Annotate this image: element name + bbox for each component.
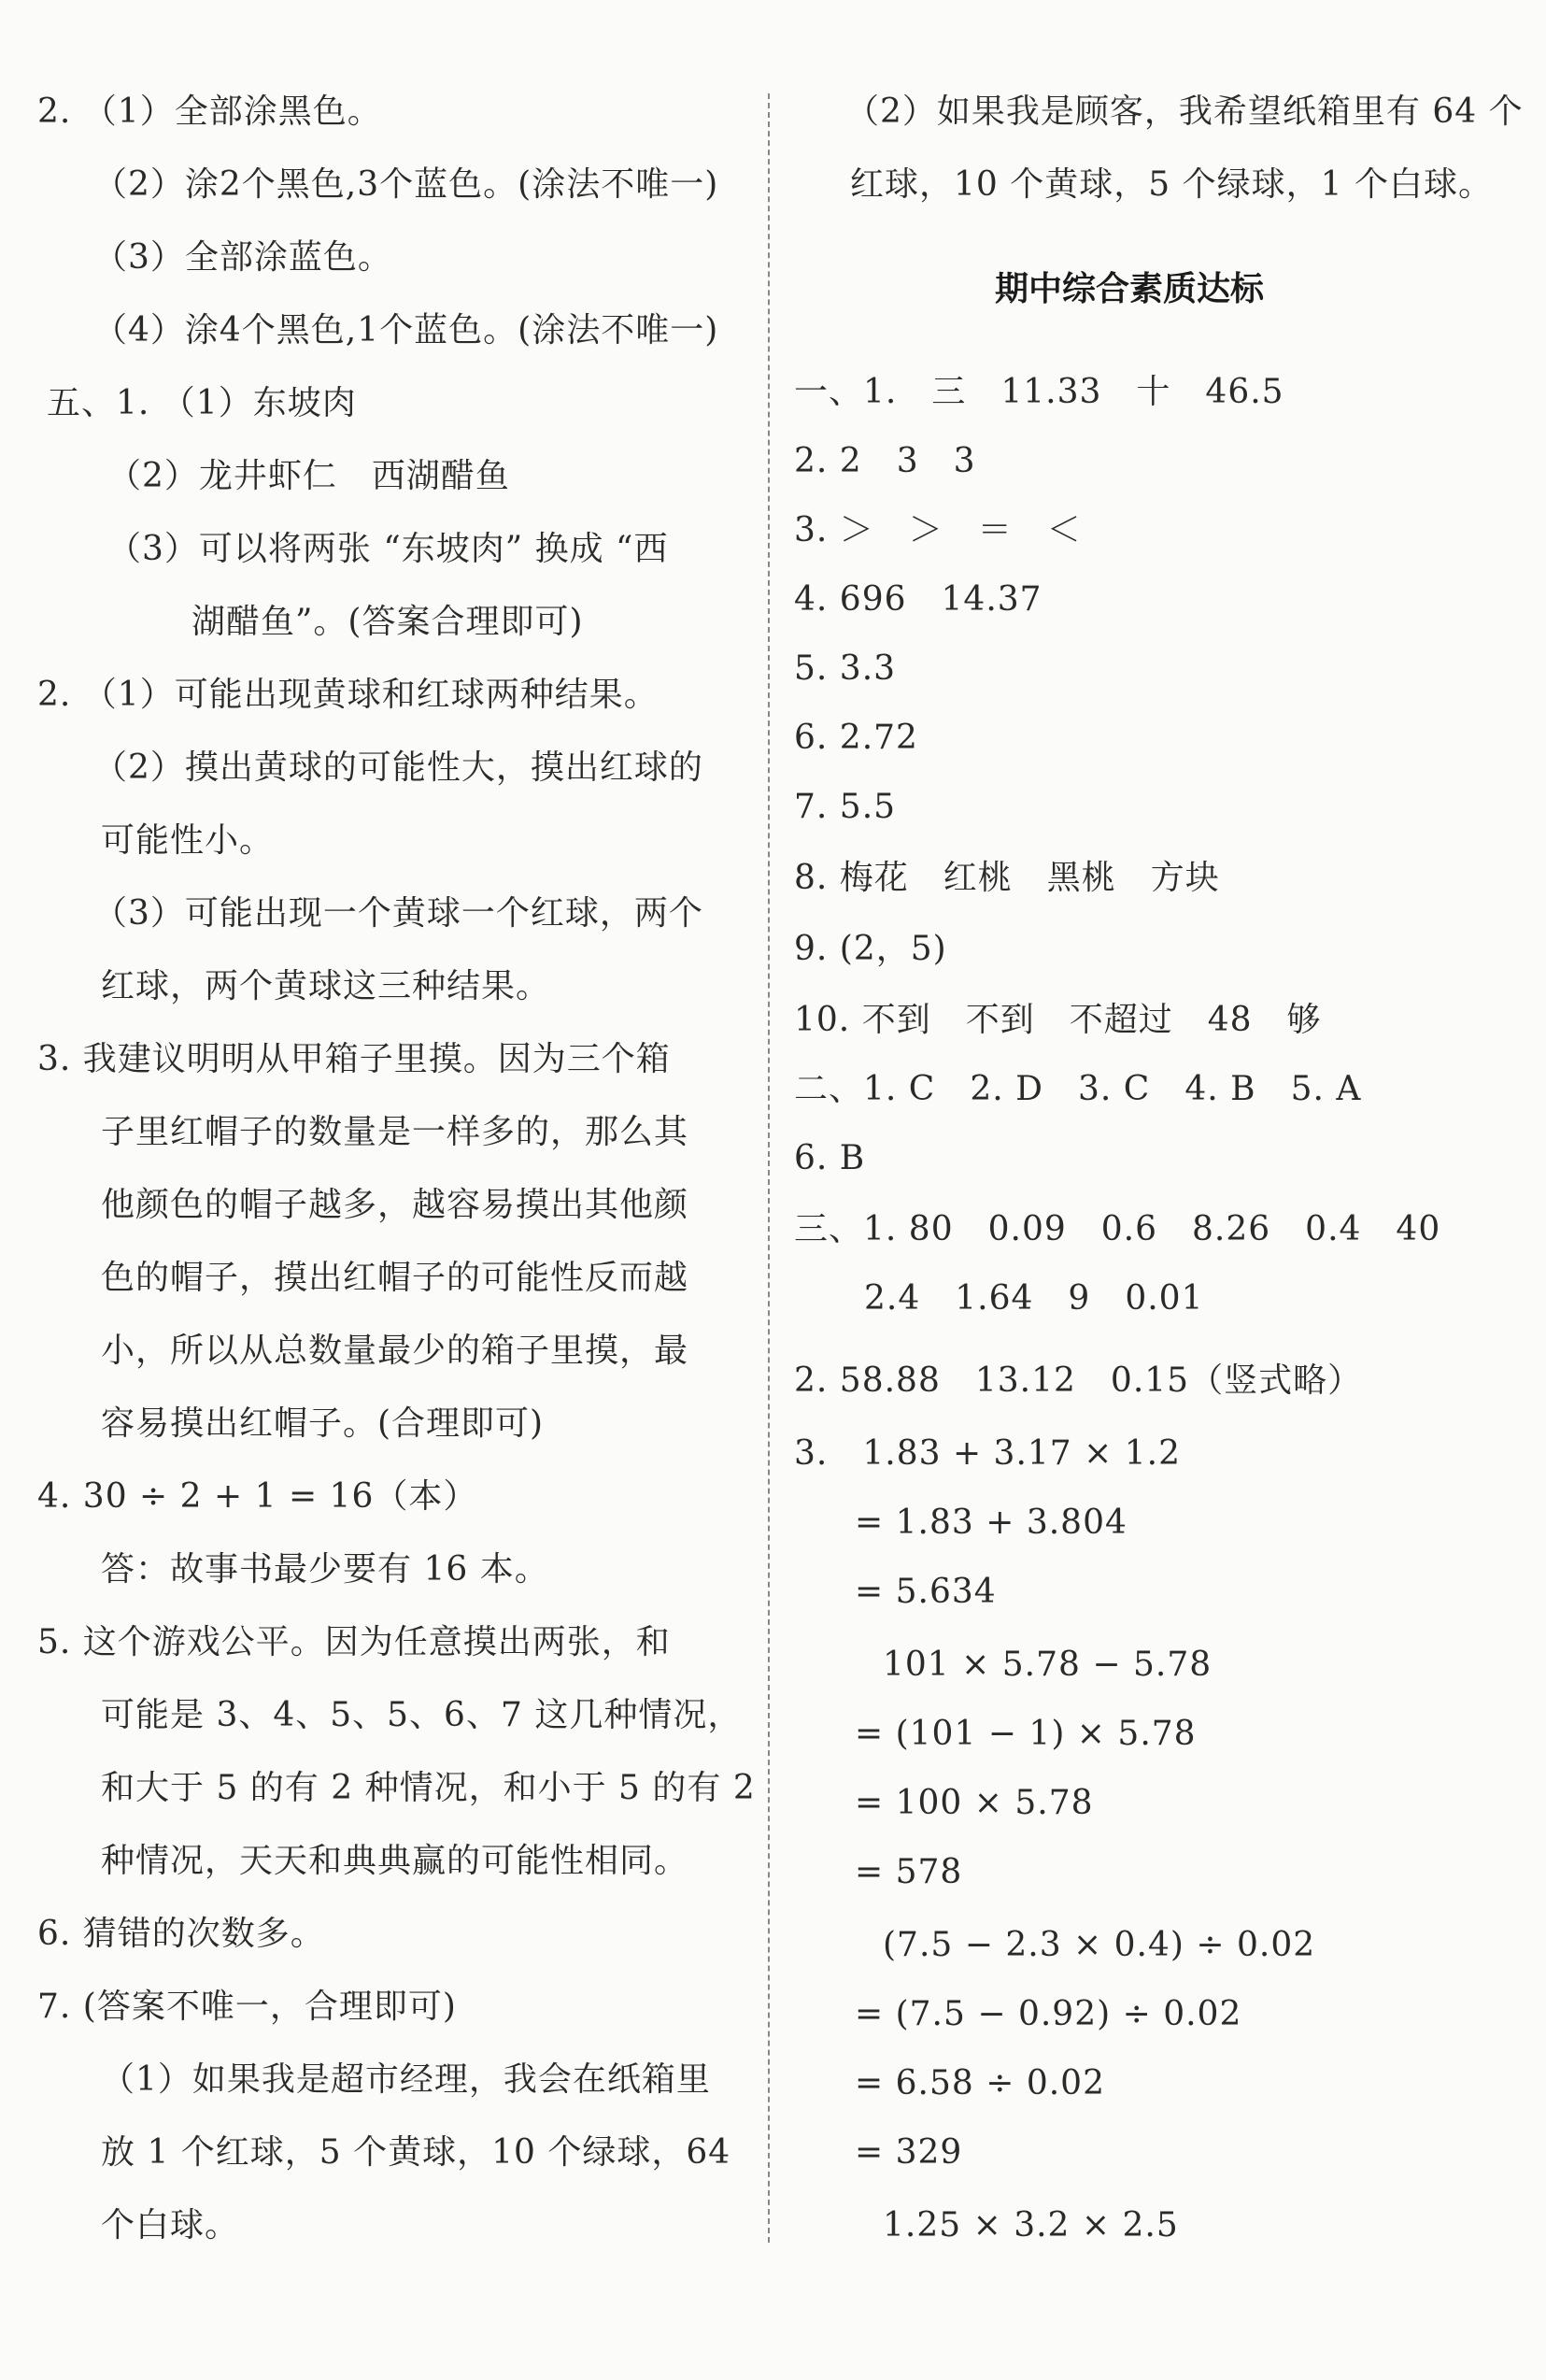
left-answer-line: 6. 猜错的次数多。 (37, 1915, 325, 1953)
column-divider (768, 93, 770, 2243)
left-answer-line: 五、1. （1）东坡肉 (47, 384, 357, 422)
right-answer-line: 3. 1.83 + 3.17 × 1.2 (794, 1434, 1182, 1473)
left-answer-line: 2. （1）全部涂黑色。 (37, 93, 382, 131)
left-answer-line: （4）涂4个黑色,1个蓝色。(涂法不唯一) (93, 311, 719, 349)
left-answer-line: （3）可能出现一个黄球一个红球，两个 (93, 894, 703, 933)
left-answer-line: 他颜色的帽子越多，越容易摸出其他颜 (101, 1186, 689, 1224)
left-answer-line: （2）涂2个黑色,3个蓝色。(涂法不唯一) (93, 165, 719, 204)
right-answer-line: 一、1. 三 11.33 十 46.5 (794, 373, 1284, 411)
right-answer-line: 5. 3.3 (794, 649, 897, 688)
left-answer-line: 放 1 个红球，5 个黄球，10 个绿球，64 (101, 2133, 731, 2172)
right-answer-line: = 329 (855, 2133, 963, 2172)
left-answer-line: 色的帽子，摸出红帽子的可能性反而越 (101, 1259, 689, 1297)
right-answer-line: 6. 2.72 (794, 719, 918, 757)
right-answer-line: 8. 梅花 红桃 黑桃 方块 (794, 859, 1220, 897)
left-answer-line: 种情况，天天和典典赢的可能性相同。 (101, 1842, 689, 1880)
left-answer-line: 4. 30 ÷ 2 + 1 = 16（本） (37, 1477, 478, 1516)
right-answer-line: 2. 58.88 13.12 0.15（竖式略） (794, 1361, 1363, 1400)
left-answer-line: 答：故事书最少要有 16 本。 (101, 1550, 549, 1589)
left-answer-line: （2）摸出黄球的可能性大，摸出红球的 (93, 748, 703, 787)
left-answer-line: （1）如果我是超市经理，我会在纸箱里 (101, 2060, 711, 2099)
right-answer-line: 101 × 5.78 − 5.78 (883, 1646, 1213, 1684)
left-answer-line: 可能是 3、4、5、5、6、7 这几种情况， (101, 1696, 743, 1734)
right-answer-line: = (101 − 1) × 5.78 (855, 1715, 1197, 1753)
left-answer-line: 和大于 5 的有 2 种情况，和小于 5 的有 2 (101, 1769, 756, 1807)
left-answer-line: 子里红帽子的数量是一样多的，那么其 (101, 1113, 689, 1151)
right-answer-line: （2）如果我是顾客，我希望纸箱里有 64 个 (845, 93, 1524, 131)
left-answer-line: （3）全部涂蓝色。 (93, 238, 392, 277)
right-answer-line: = 5.634 (855, 1573, 997, 1611)
right-answer-line: 红球，10 个黄球，5 个绿球，1 个白球。 (850, 165, 1493, 204)
right-answer-line: 10. 不到 不到 不超过 48 够 (794, 1001, 1322, 1039)
right-answer-line: 9. (2，5) (794, 930, 947, 968)
left-answer-line: 5. 这个游戏公平。因为任意摸出两张，和 (37, 1623, 671, 1661)
left-answer-line: 2. （1）可能出现黄球和红球两种结果。 (37, 676, 659, 714)
right-answer-line: = 578 (855, 1853, 963, 1891)
right-answer-line: 二、1. C 2. D 3. C 4. B 5. A (794, 1070, 1362, 1108)
right-answer-line: 7. 5.5 (794, 788, 897, 826)
right-answer-line: 4. 696 14.37 (794, 580, 1042, 619)
right-answer-line: 1.25 × 3.2 × 2.5 (883, 2206, 1179, 2245)
left-answer-line: 容易摸出红帽子。(合理即可) (101, 1404, 545, 1443)
right-answer-line: = 100 × 5.78 (855, 1784, 1094, 1822)
section-title: 期中综合素质达标 (995, 270, 1265, 308)
left-answer-line: （3）可以将两张 “东坡肉” 换成 “西 (107, 530, 669, 568)
left-answer-line: 湖醋鱼”。(答案合理即可) (191, 603, 584, 641)
right-answer-line: 2. 2 3 3 (794, 442, 976, 480)
right-answer-line: 2.4 1.64 9 0.01 (864, 1279, 1204, 1318)
right-answer-line: (7.5 − 2.3 × 0.4) ÷ 0.02 (883, 1926, 1316, 1964)
left-answer-line: 3. 我建议明明从甲箱子里摸。因为三个箱 (37, 1040, 671, 1078)
left-answer-line: 可能性小。 (101, 821, 275, 860)
left-answer-line: 红球，两个黄球这三种结果。 (101, 967, 551, 1005)
left-answer-line: 个白球。 (101, 2206, 240, 2245)
left-answer-line: 7. (答案不唯一，合理即可) (37, 1988, 457, 2026)
left-answer-line: 小，所以从总数量最少的箱子里摸，最 (101, 1332, 689, 1370)
right-answer-line: 6. B (794, 1139, 866, 1177)
right-answer-line: 三、1. 80 0.09 0.6 8.26 0.4 40 (794, 1210, 1441, 1248)
right-answer-line: 3. ＞ ＞ ＝ ＜ (794, 511, 1082, 549)
right-answer-line: = 6.58 ÷ 0.02 (855, 2064, 1105, 2102)
right-answer-line: = 1.83 + 3.804 (855, 1504, 1128, 1542)
right-answer-line: = (7.5 − 0.92) ÷ 0.02 (855, 1995, 1242, 2033)
left-answer-line: （2）龙井虾仁 西湖醋鱼 (107, 457, 510, 495)
